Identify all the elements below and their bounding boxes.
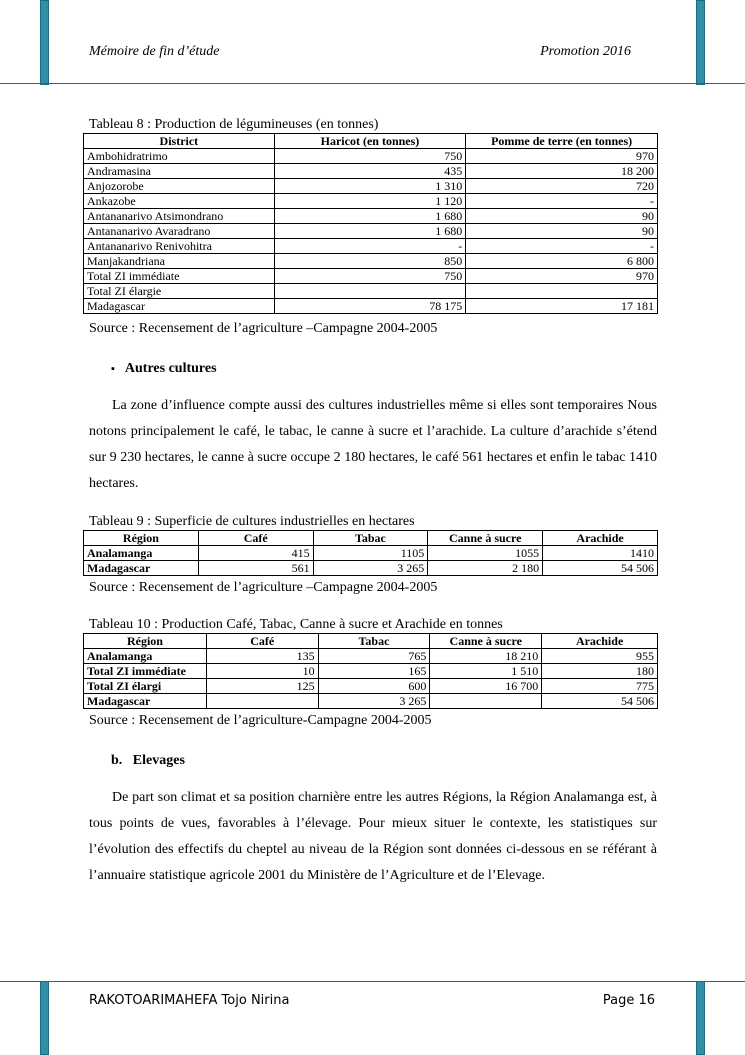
table8-col-district: District — [84, 134, 275, 149]
table8-cell: 18 200 — [466, 164, 658, 179]
table10-row — [84, 649, 658, 664]
table9-col-cafe: Café — [198, 531, 313, 546]
table9-source: Source : Recensement de l’agriculture –Campagne 2004-2005 — [89, 580, 438, 595]
table8-cell: 90 — [466, 209, 658, 224]
table9-cell: 1410 — [543, 546, 658, 561]
table8-row — [84, 224, 658, 239]
table8-row-label: Antananarivo Atsimondrano — [84, 209, 275, 224]
table10-cell: 600 — [318, 679, 430, 694]
footer-right-bar — [696, 981, 705, 1055]
table9-col-region: Région — [84, 531, 199, 546]
header-left-bar — [40, 0, 49, 85]
table9-row — [84, 546, 658, 561]
table10-cell: 3 265 — [318, 694, 430, 709]
table8-row — [84, 164, 658, 179]
footer-page-number: Page 16 — [602, 993, 655, 1008]
table9-row-label: Madagascar — [84, 561, 199, 576]
table9-cell: 1055 — [428, 546, 543, 561]
table10-cell: 180 — [542, 664, 658, 679]
table10-col-arachide: Arachide — [542, 634, 658, 649]
table10-cell: 54 506 — [542, 694, 658, 709]
table8-row — [84, 209, 658, 224]
table8-row — [84, 269, 658, 284]
table9-col-tabac: Tabac — [313, 531, 428, 546]
table8-row-label: Madagascar — [84, 299, 275, 314]
table8-header-row — [84, 134, 658, 149]
table8-row — [84, 179, 658, 194]
header-right-bar — [696, 0, 705, 85]
table8-cell — [274, 284, 466, 299]
table8-cell: - — [466, 194, 658, 209]
table8-body — [84, 149, 658, 314]
table10-row-label: Total ZI élargi — [84, 679, 207, 694]
table10-header-row — [84, 634, 658, 649]
footer-rule — [0, 981, 745, 982]
table8-row-label: Antananarivo Renivohitra — [84, 239, 275, 254]
elevages-text: De part son climat et sa position charnière entre les autres Régions, la Région Analamanga est, à tous points de vues, favorables à l’élevage. Pour mieux situer le contexte, les statistiques sur l’évolution des effectifs du cheptel au niveau de la Région sont données ci-dessous en se référant à l’annuaire statistique agricole 2001 du Ministère de l’Agriculture et de l’Elevage. — [89, 790, 657, 883]
table9-header-row — [84, 531, 658, 546]
table8-caption: Tableau 8 : Production de légumineuses (en tonnes) — [89, 117, 379, 132]
table8-cell: 970 — [466, 149, 658, 164]
elevages-paragraph — [89, 785, 657, 889]
table8-cell — [466, 284, 658, 299]
autres-cultures-heading — [111, 361, 217, 377]
table8-row-label: Anjozorobe — [84, 179, 275, 194]
table10-cell: 18 210 — [430, 649, 542, 664]
table10-row — [84, 694, 658, 709]
table10-row-label: Analamanga — [84, 649, 207, 664]
table9-col-canne: Canne à sucre — [428, 531, 543, 546]
table8-col-haricot: Haricot (en tonnes) — [274, 134, 466, 149]
table9-cell: 54 506 — [543, 561, 658, 576]
table8-cell: 720 — [466, 179, 658, 194]
table10-cell: 165 — [318, 664, 430, 679]
table10-row — [84, 664, 658, 679]
table8 — [83, 133, 658, 314]
table8-cell: 435 — [274, 164, 466, 179]
table10-cell: 1 510 — [430, 664, 542, 679]
table8-row-label: Ankazobe — [84, 194, 275, 209]
table8-source: Source : Recensement de l’agriculture –Campagne 2004-2005 — [89, 321, 438, 336]
table9 — [83, 530, 658, 576]
table9-caption: Tableau 9 : Superficie de cultures industrielles en hectares — [89, 514, 415, 529]
table10-col-cafe: Café — [206, 634, 318, 649]
table8-col-pomme: Pomme de terre (en tonnes) — [466, 134, 658, 149]
table9-row-label: Analamanga — [84, 546, 199, 561]
table10-body — [84, 649, 658, 709]
table10-row — [84, 679, 658, 694]
table10-cell: 10 — [206, 664, 318, 679]
footer-left-bar — [40, 981, 49, 1055]
table9-body — [84, 546, 658, 576]
table8-cell: 750 — [274, 149, 466, 164]
table8-cell: 90 — [466, 224, 658, 239]
header-rule — [0, 83, 745, 84]
table8-row-label: Andramasina — [84, 164, 275, 179]
autres-cultures-title: Autres cultures — [124, 361, 217, 376]
table8-cell: 1 680 — [274, 209, 466, 224]
table8-row — [84, 194, 658, 209]
table10-cell: 775 — [542, 679, 658, 694]
header-right-text: Promotion 2016 — [540, 44, 631, 59]
table8-cell: 850 — [274, 254, 466, 269]
table8-cell: 750 — [274, 269, 466, 284]
table10-cell: 135 — [206, 649, 318, 664]
footer-author: RAKOTOARIMAHEFA Tojo Nirina — [89, 993, 290, 1008]
table8-cell: 6 800 — [466, 254, 658, 269]
table10-col-canne: Canne à sucre — [430, 634, 542, 649]
table9-cell: 415 — [198, 546, 313, 561]
table8-row-label: Total ZI élargie — [84, 284, 275, 299]
table8-cell: - — [466, 239, 658, 254]
table8-row — [84, 299, 658, 314]
table8-row-label: Total ZI immédiate — [84, 269, 275, 284]
table9-cell: 3 265 — [313, 561, 428, 576]
table8-row-label: Antananarivo Avaradrano — [84, 224, 275, 239]
table8-row — [84, 149, 658, 164]
table8-cell: 78 175 — [274, 299, 466, 314]
table8-row-label: Ambohidratrimo — [84, 149, 275, 164]
table8-cell: 1 120 — [274, 194, 466, 209]
table10-col-tabac: Tabac — [318, 634, 430, 649]
table10-cell — [206, 694, 318, 709]
table10-cell: 765 — [318, 649, 430, 664]
bullet-icon: ▪ — [111, 363, 115, 375]
table9-row — [84, 561, 658, 576]
table10-source: Source : Recensement de l’agriculture-Campagne 2004-2005 — [89, 713, 432, 728]
autres-cultures-text: La zone d’influence compte aussi des cultures industrielles même si elles sont temporaires Nous notons principalement le café, le tabac, le canne à sucre et l’arachide. La culture d’arachide s’étend sur 9 230 hectares, le canne à sucre occupe 2 180 hectares, le café 561 hectares et enfin le tabac 1410 hectares. — [89, 398, 657, 491]
autres-cultures-paragraph — [89, 393, 657, 497]
table8-cell: 1 680 — [274, 224, 466, 239]
header-left-text: Mémoire de fin d’étude — [89, 44, 220, 59]
table8-cell: 1 310 — [274, 179, 466, 194]
table8-row — [84, 254, 658, 269]
table10-cell: 125 — [206, 679, 318, 694]
table8-row — [84, 239, 658, 254]
table9-cell: 561 — [198, 561, 313, 576]
table10-row-label: Madagascar — [84, 694, 207, 709]
table10-row-label: Total ZI immédiate — [84, 664, 207, 679]
table10-col-region: Région — [84, 634, 207, 649]
table10-cell: 16 700 — [430, 679, 542, 694]
table9-cell: 1105 — [313, 546, 428, 561]
table9-cell: 2 180 — [428, 561, 543, 576]
table10 — [83, 633, 658, 709]
table10-caption: Tableau 10 : Production Café, Tabac, Canne à sucre et Arachide en tonnes — [89, 617, 503, 632]
table10-cell — [430, 694, 542, 709]
table8-row-label: Manjakandriana — [84, 254, 275, 269]
table8-row — [84, 284, 658, 299]
table8-cell: 970 — [466, 269, 658, 284]
table8-cell: 17 181 — [466, 299, 658, 314]
elevages-heading: b. Elevages — [111, 753, 185, 768]
table9-col-arachide: Arachide — [543, 531, 658, 546]
table8-cell: - — [274, 239, 466, 254]
table10-cell: 955 — [542, 649, 658, 664]
